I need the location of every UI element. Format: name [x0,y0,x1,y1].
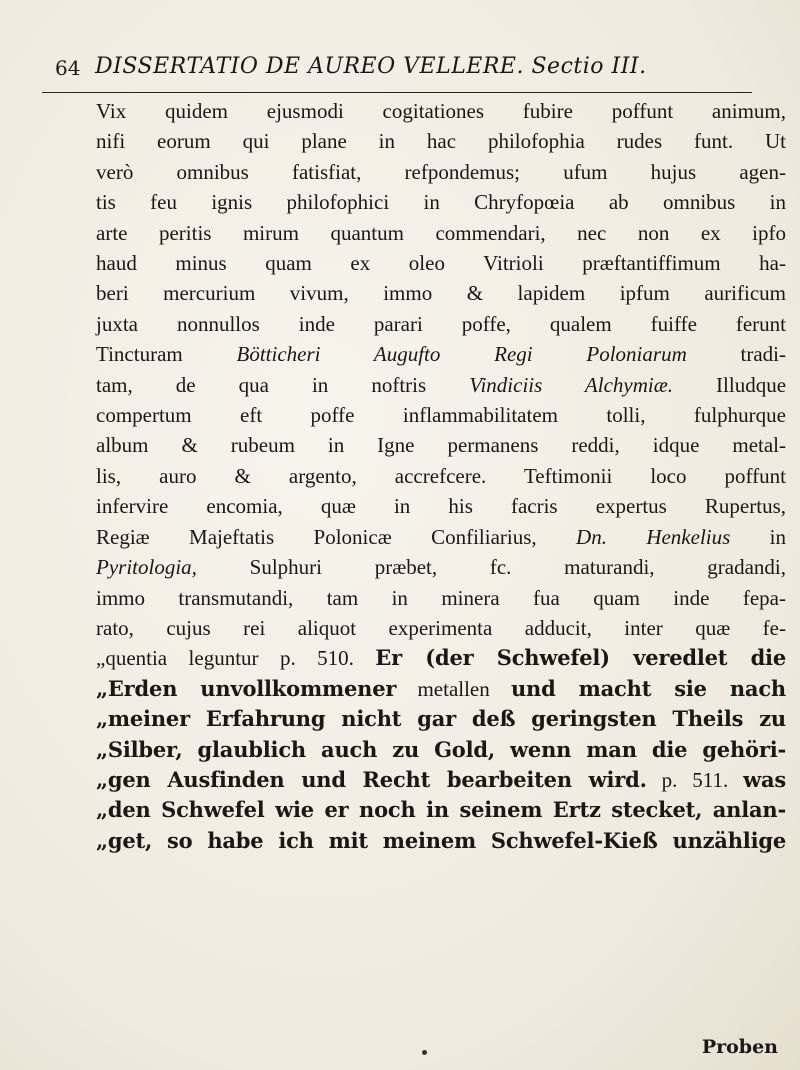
header-rule [42,92,752,93]
text-segment: p. 511. [646,767,744,792]
text-segment: arte peritis mirum quantum commendari, nec non ex ipfo [96,220,786,245]
page-header [55,46,785,86]
running-title: DISSERTATIO DE AUREO VELLERE. Sectio III. [95,54,647,79]
text-segment: Sulphuri præbet, fc. maturandi, gradandi, [196,555,786,580]
text-segment: tradi- [686,342,786,367]
text-segment: Vindiciis Alchymiæ. [469,372,673,397]
text-line [96,218,786,248]
text-segment: „quentia leguntur p. 510. [96,646,376,671]
text-line [96,248,786,278]
text-segment: Regiæ Majeftatis Polonicæ Confiliarius, [96,524,577,549]
catchword: Proben [701,1036,778,1058]
text-line [96,795,786,825]
text-segment: lis, auro & argento, accrefcere. Teftimonii loco poffunt [96,463,786,488]
text-line [96,613,786,643]
text-segment: compertum eft poffe inflammabilitatem tolli, fulphurque [96,403,786,428]
text-segment: haud minus quam ex oleo Vitrioli præftantiffimum ha- [96,251,786,276]
text-segment: Illudque [673,372,787,397]
text-segment: „Erden unvollkommener [96,675,397,701]
text-segment: „gen Ausfinden und Recht bearbeiten wird. [96,766,647,792]
text-line [96,583,786,613]
text-segment: tis feu ignis philofophici in Chryfopœia ab omnibus in [96,190,786,215]
text-segment: nifi eorum qui plane in hac philofophia rudes funt. Ut [96,129,786,154]
text-segment: Vix quidem ejusmodi cogitationes fubire poffunt animum, [96,99,786,123]
text-segment: Dn. Henkelius [576,524,731,549]
text-line [96,704,786,734]
text-segment: „get, so habe ich mit meinem Schwefel-Kieß unzählige [96,827,786,853]
text-line [96,126,786,156]
text-segment: was [743,766,786,792]
text-line [96,339,786,369]
text-segment: in [730,524,786,549]
text-segment: infervire encomia, quæ in his facris expertus Rupertus, [96,494,786,519]
text-line [96,491,786,521]
body-text [96,96,786,856]
text-segment: Tincturam [96,342,237,367]
text-segment: Bötticheri Augufto Regi Poloniarum [236,342,687,367]
text-segment: rato, cujus rei aliquot experimenta adducit, inter quæ fe- [96,615,786,640]
text-line [96,278,786,308]
text-line [96,96,786,126]
page-number: 64 [55,56,81,80]
text-line [96,735,786,765]
text-line [96,370,786,400]
text-segment: metallen [396,676,511,701]
text-line [96,826,786,856]
text-line [96,309,786,339]
text-segment: beri mercurium vivum, immo & lapidem ipfum aurificum [96,281,786,306]
text-segment: Pyritologia, [96,555,197,580]
text-line [96,552,786,582]
text-line [96,461,786,491]
text-line [96,522,786,552]
text-segment: tam, de qua in noftris [96,372,470,397]
text-line [96,157,786,187]
text-segment: verò omnibus fatisfiat, refpondemus; ufum hujus agen- [96,159,786,184]
text-line [96,674,786,704]
text-segment: und macht sie nach [510,675,786,701]
text-line [96,643,786,673]
text-segment: immo transmutandi, tam in minera fua quam inde fepa- [96,585,786,610]
signature-mark [422,1050,427,1055]
text-line [96,187,786,217]
text-segment: „den Schwefel wie er noch in seinem Ertz stecket, anlan- [96,797,786,823]
text-line [96,430,786,460]
text-segment: juxta nonnullos inde parari poffe, qualem fuiffe ferunt [96,311,786,336]
text-segment: „meiner Erfahrung nicht gar deß geringsten Theils zu [96,706,786,732]
text-segment: album & rubeum in Igne permanens reddi, idque metal- [96,433,786,458]
text-segment: „Silber, glaublich auch zu Gold, wenn man die gehöri- [96,736,786,762]
text-segment: Er (der Schwefel) veredlet die [375,645,786,671]
text-line [96,400,786,430]
text-line [96,765,786,795]
